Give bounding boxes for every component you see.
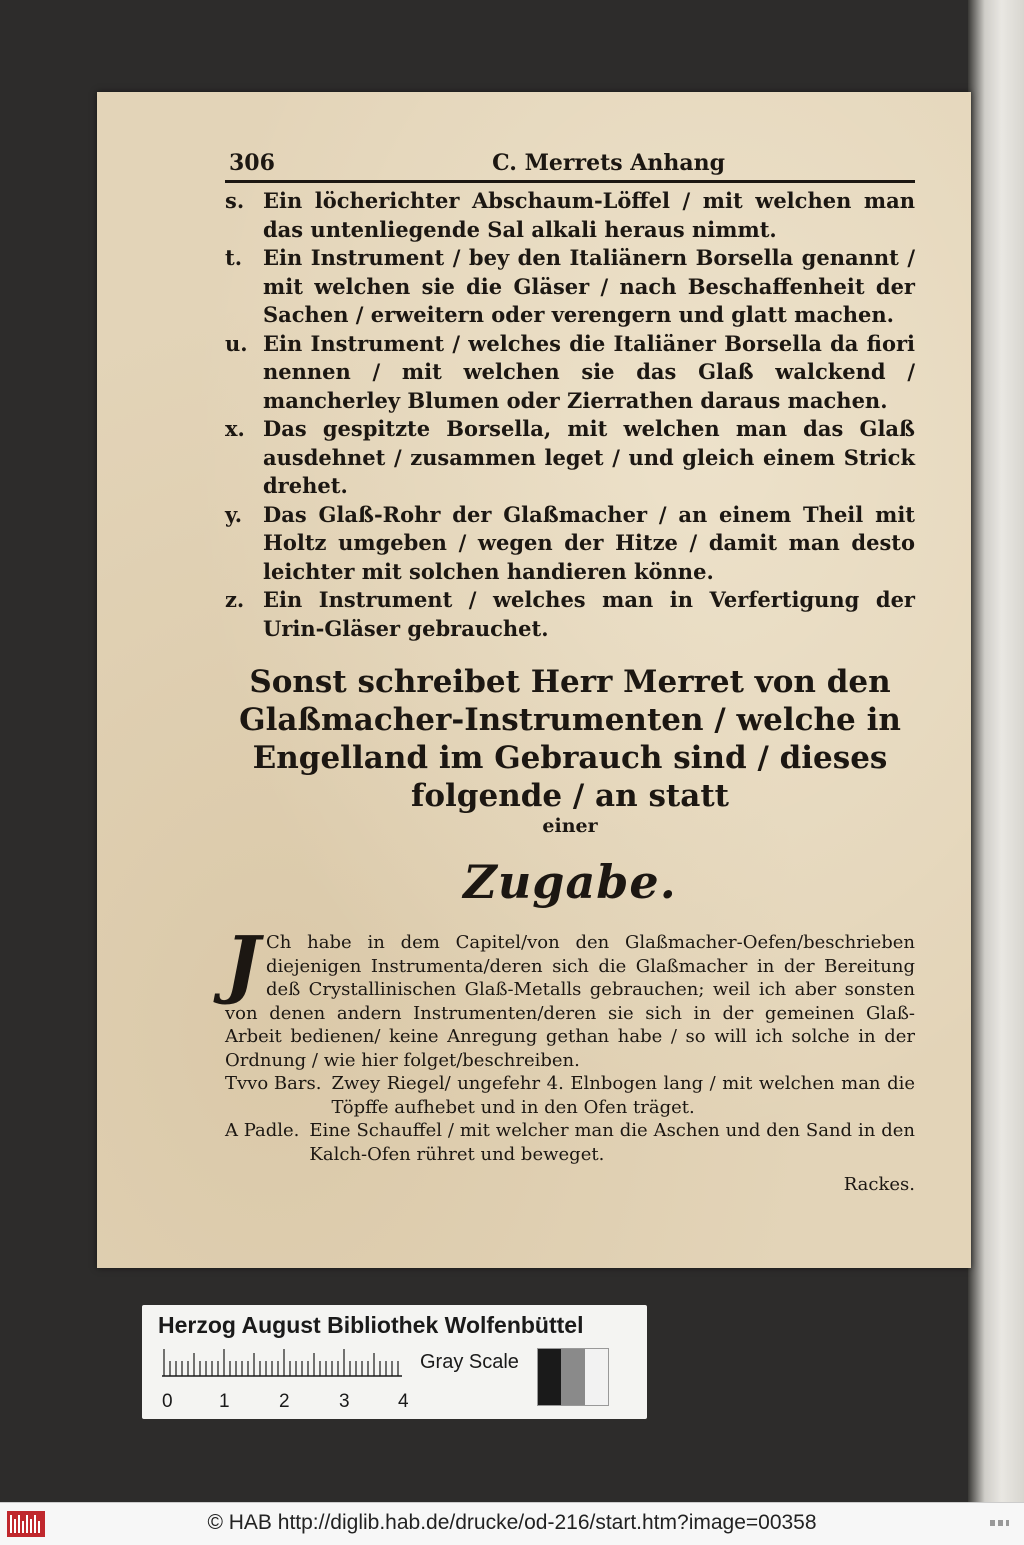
list-item xyxy=(225,415,915,501)
ruler-number: 4 xyxy=(398,1391,409,1412)
item-text: Ein löcherichter Abschaum-Löffel / mit welchen man das untenliegende Sal alkali heraus nimmt. xyxy=(263,188,915,242)
list-item xyxy=(225,501,915,587)
book-page xyxy=(97,92,971,1268)
ruler-number: 0 xyxy=(162,1391,173,1412)
item-text: Ein Instrument / welches die Italiäner Borsella da fiori nennen / mit welchen sie das Glaß walckend / mancherley Blumen oder Zierrathen daraus machen. xyxy=(263,330,915,413)
drop-cap: J xyxy=(225,921,261,1007)
ruler-number: 3 xyxy=(339,1391,350,1412)
item-text: Das gespitzte Borsella, mit welchen man das Glaß ausdehnet / zusammen leget / und gleich einem Strick drehet. xyxy=(263,416,915,498)
section-subheading: einer xyxy=(542,815,598,837)
item-text: Das Glaß-Rohr der Glaßmacher / an einem Theil mit Holtz umgeben / wegen der Hitze / damit man desto leichter mit solchen handieren könne. xyxy=(263,501,915,584)
running-title: C. Merrets Anhang xyxy=(492,150,725,176)
term-entry xyxy=(225,1072,915,1119)
item-letter: y. xyxy=(225,501,243,527)
list-item xyxy=(225,586,915,643)
term-definition: Eine Schauffel / mit welcher man die Aschen und den Sand in den Kalch-Ofen rühret und beweget. xyxy=(309,1120,915,1165)
section-heading: Sonst schreibet Herr Merret von den Glaßmacher-Instrumenten / welche in Engelland im Gebrauch sind / dieses folgende / an statt xyxy=(239,664,901,814)
mini-logo-icon xyxy=(990,1517,1016,1529)
item-letter: z. xyxy=(225,587,245,612)
list-item xyxy=(225,244,915,330)
body-paragraph xyxy=(225,921,915,1072)
item-letter: x. xyxy=(225,416,245,441)
instrument-list xyxy=(225,187,915,643)
library-name: Herzog August Bibliothek Wolfenbüttel xyxy=(158,1312,584,1338)
term-definition: Zwey Riegel/ ungefehr 4. Elnbogen lang / mit welchen man die Töpffe aufhebet und in den Ofen träget. xyxy=(331,1073,915,1118)
swatch-gray xyxy=(561,1349,584,1405)
chapter-title: Zugabe. xyxy=(463,855,677,909)
page-number: 306 xyxy=(229,150,275,176)
color-ruler-card xyxy=(142,1305,647,1419)
catchword: Rackes. xyxy=(843,1174,915,1195)
copyright-url[interactable]: © HAB http://diglib.hab.de/drucke/od-216/start.htm?image=00358 xyxy=(207,1511,817,1534)
ruler-number: 2 xyxy=(279,1391,290,1412)
paragraph-text: Ch habe in dem Capitel/von den Glaßmacher-Oefen/beschrieben diejenigen Instrumenta/deren sich die Glaßmacher in der Bereitung deß Crystallinischen Glaß-Metalls gebrauchen; weil ich aber sonsten von denen andern Instrumenten/deren sie sich in der gemeinen Glaß-Arbeit bedienen/ keine Anregung gethan habe / so will ich solche in der Ordnung / wie hier folget/beschreiben. xyxy=(225,932,915,1071)
item-letter: s. xyxy=(225,188,245,213)
ruler-scale-icon xyxy=(162,1347,402,1377)
book-edge xyxy=(968,0,1024,1502)
list-item xyxy=(225,187,915,244)
ruler-numbers xyxy=(162,1391,422,1413)
item-letter: u. xyxy=(225,330,248,356)
grayscale-label: Gray Scale xyxy=(420,1351,519,1373)
term-label: Tvvo Bars. xyxy=(225,1073,322,1094)
item-letter: t. xyxy=(225,245,243,270)
term-entry xyxy=(225,1119,915,1166)
list-item xyxy=(225,330,915,416)
item-text: Ein Instrument / welches man in Verfertigung der Urin-Gläser gebrauchet. xyxy=(263,587,915,641)
swatch-white xyxy=(585,1349,608,1405)
item-text: Ein Instrument / bey den Italiänern Borsella genannt / mit welchen sie die Gläser / nach Beschaffenheit der Sachen / erweitern oder verengern und glatt machen. xyxy=(263,245,915,327)
page-header xyxy=(225,150,915,183)
swatch-black xyxy=(538,1349,561,1405)
grayscale-swatches xyxy=(537,1348,609,1406)
page-content xyxy=(225,150,915,1195)
ruler-number: 1 xyxy=(219,1391,230,1412)
footer-bar xyxy=(0,1502,1024,1545)
term-label: A Padle. xyxy=(225,1120,300,1141)
